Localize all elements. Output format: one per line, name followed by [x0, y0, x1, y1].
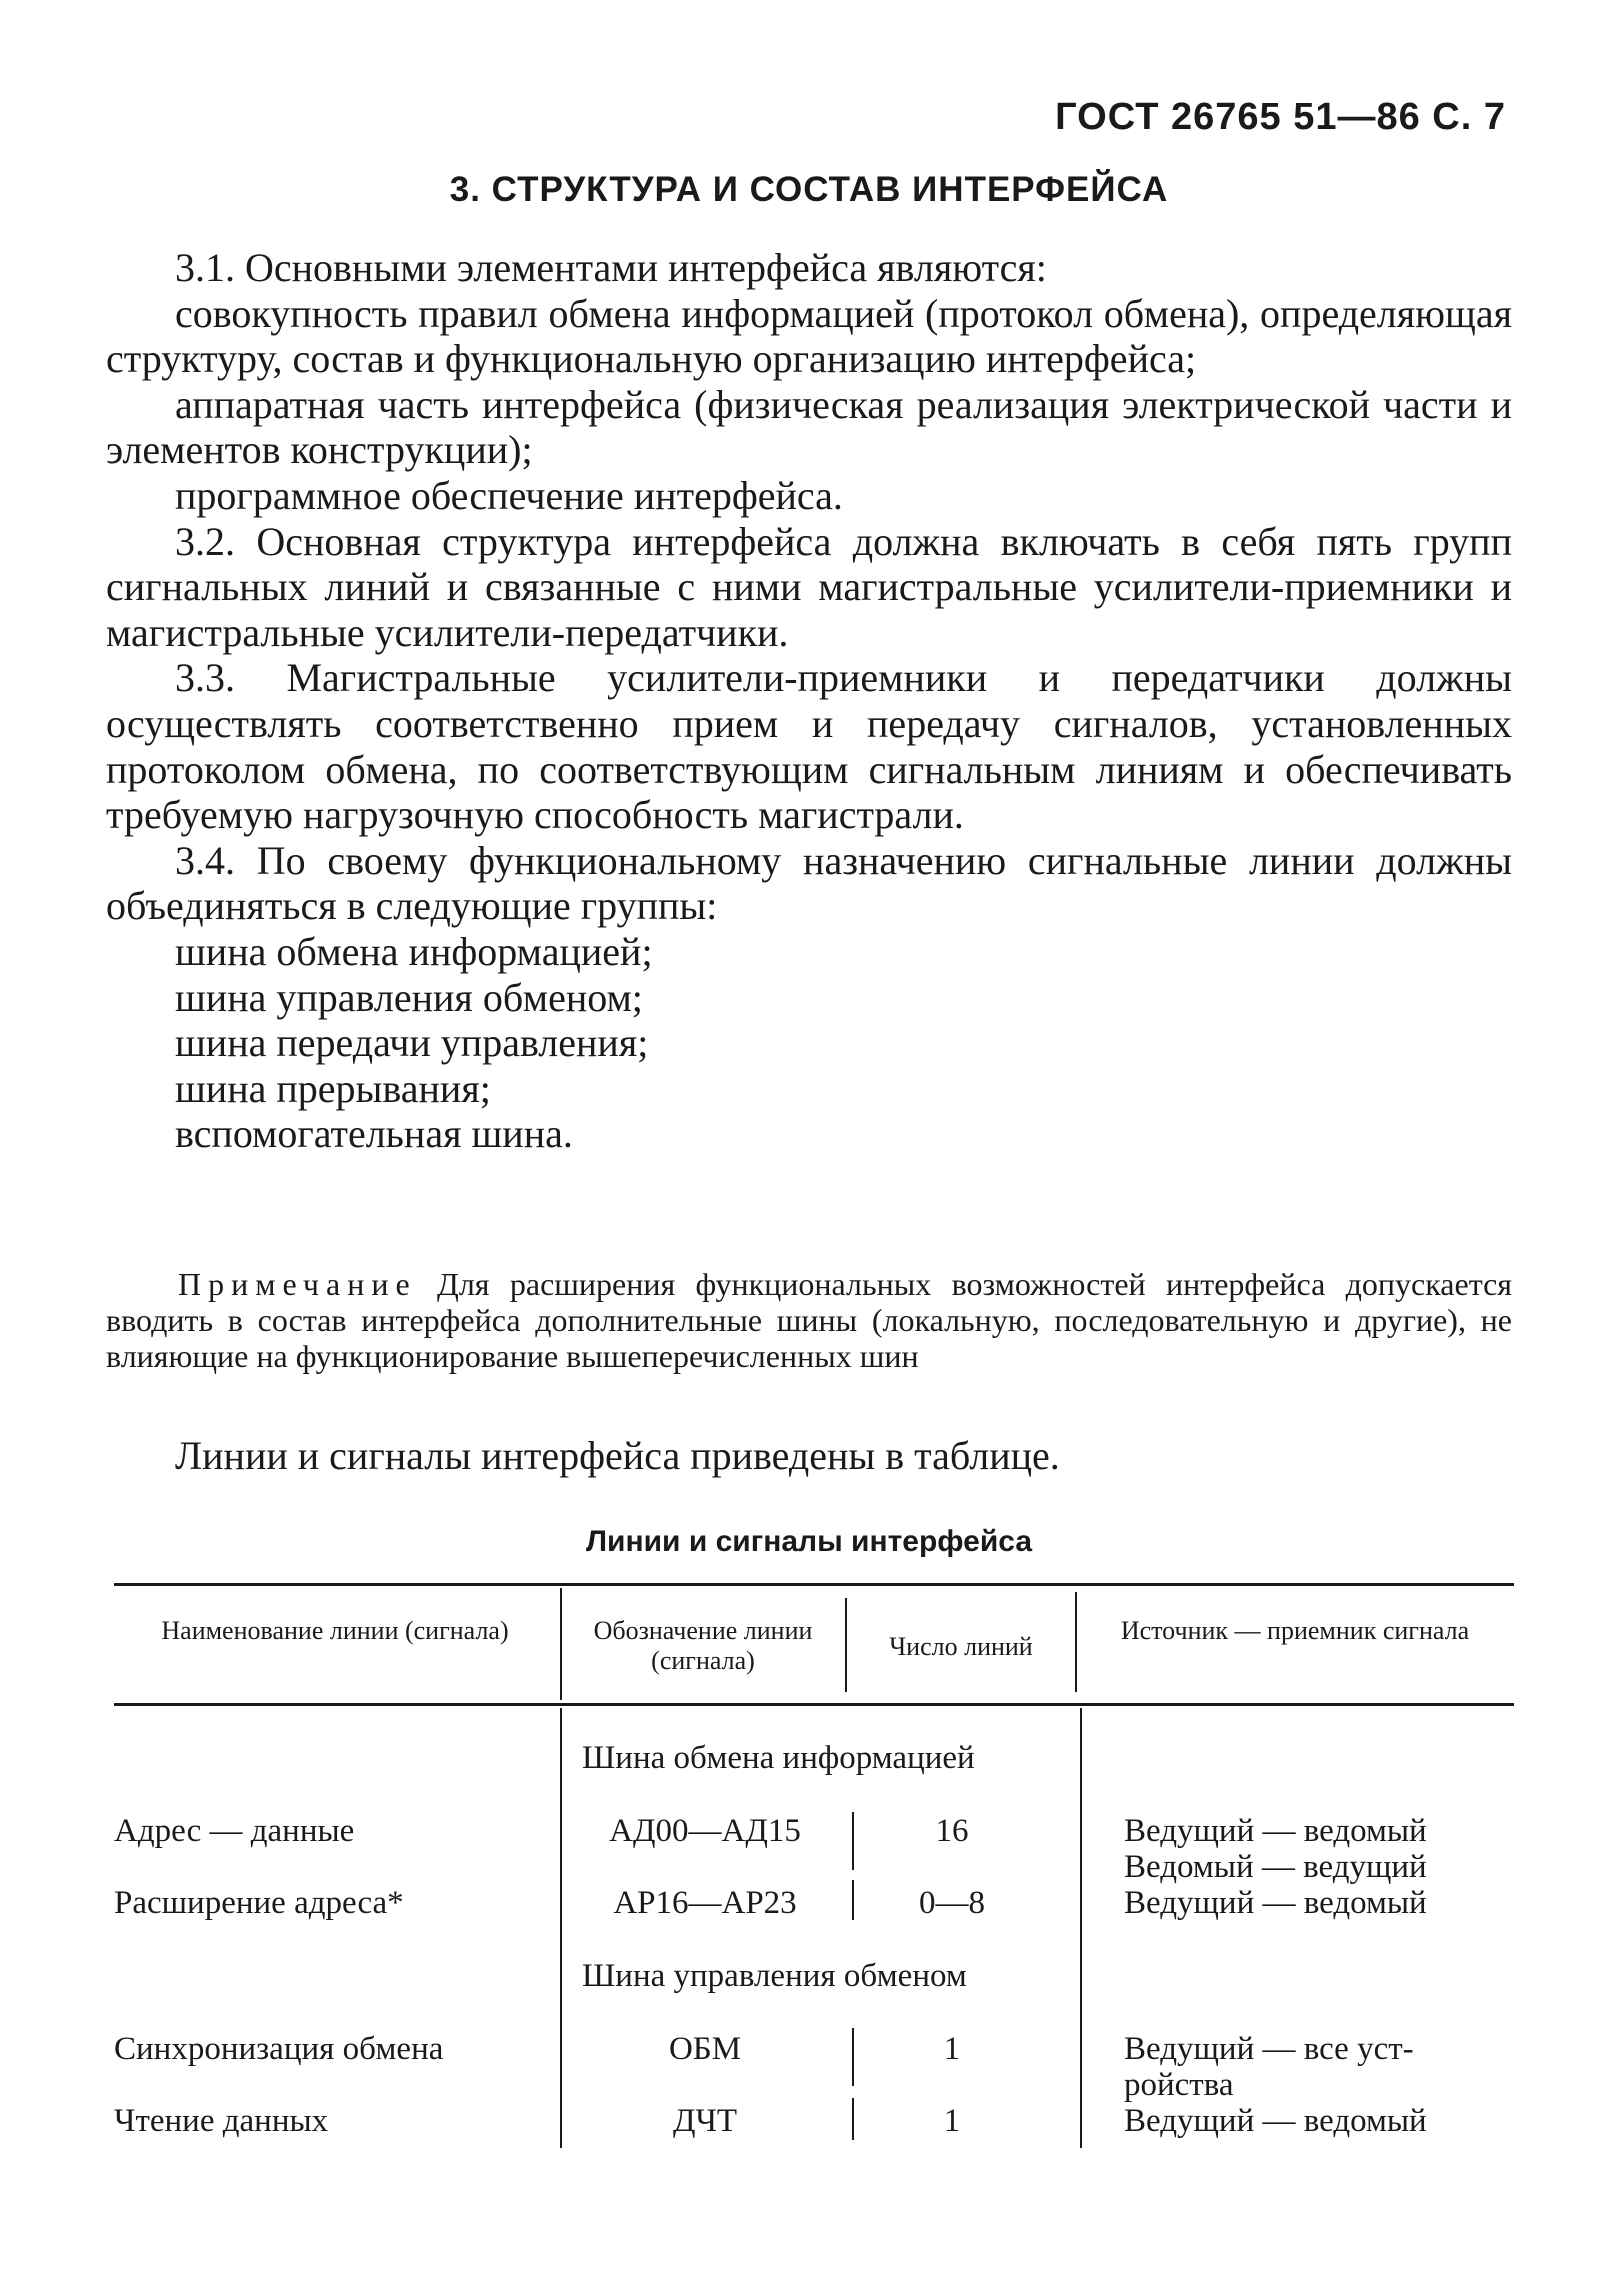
- group-title: Шина управления обменом: [582, 1958, 967, 1994]
- note-text: Для расширения функциональных возможностей интерфейса допускается вводить в состав интерфейса дополнительные шины (локальную, последовательную и другие), не влияющие на функционирование вышеперечисленных шин: [106, 1266, 1513, 1374]
- row-count: 1: [943, 2031, 961, 2067]
- list-item: шина передачи управления;: [175, 1020, 649, 1066]
- row-count: 0—8: [919, 1885, 985, 1921]
- paragraph: 3.4. По своему функциональному назначению сигнальные линии должны объединяться в следующие группы:: [106, 837, 1512, 929]
- table-top-rule: [114, 1583, 1514, 1586]
- row-source: Ведущий — ведомый: [1124, 1885, 1427, 1921]
- paragraph: совокупность правил обмена информацией (протокол обмена), определяющая структуру, состав и функциональную организацию интерфейса;: [106, 290, 1512, 382]
- row-source: Ведущий — все уст-: [1124, 2031, 1414, 2067]
- row-count: 1: [943, 2103, 961, 2139]
- row-designation: ОБМ: [668, 2031, 742, 2067]
- column-divider: [852, 1812, 854, 1870]
- row-source: Ведомый — ведущий: [1124, 1849, 1427, 1885]
- row-name: Расширение адреса*: [114, 1885, 404, 1921]
- row-designation: ДЧТ: [672, 2103, 738, 2139]
- row-name: Адрес — данные: [114, 1813, 355, 1849]
- section-title: 3. СТРУКТУРА И СОСТАВ ИНТЕРФЕЙСА: [449, 170, 1169, 209]
- paragraph: 3.3. Магистральные усилители-приемники и передатчики должны осуществлять соответственно прием и передачу сигналов, установленных протоколом обмена, по соответствующим сигнальным линиям и обеспечивать требуемую нагрузочную способность магистрали.: [106, 655, 1512, 838]
- paragraph: программное обеспечение интерфейса.: [175, 472, 843, 518]
- row-source: Ведущий — ведомый: [1124, 1813, 1427, 1849]
- column-divider: [560, 1708, 562, 2148]
- column-divider: [1080, 1708, 1082, 2148]
- table-title: Линии и сигналы интерфейса: [585, 1525, 1033, 1558]
- row-designation: АД00—АД15: [609, 1813, 801, 1849]
- column-divider: [845, 1598, 847, 1692]
- row-source: Ведущий — ведомый: [1124, 2103, 1427, 2139]
- paragraph: 3.2. Основная структура интерфейса должна включать в себя пять групп сигнальных линий и связанные с ними магистральные усилители-приемники и магистральные усилители-передатчики.: [106, 518, 1512, 655]
- row-count: 16: [935, 1813, 969, 1849]
- header-name: Наименование линии (сигнала): [161, 1616, 509, 1645]
- column-divider: [852, 1880, 854, 1920]
- row-designation: АР16—АР23: [613, 1885, 797, 1921]
- list-item: шина обмена информацией;: [175, 928, 653, 974]
- page-header: ГОСТ 26765 51—86 С. 7: [1055, 96, 1506, 138]
- paragraph: 3.1. Основными элементами интерфейса являются:: [175, 245, 1047, 290]
- row-name: Чтение данных: [114, 2103, 329, 2139]
- note-label: Примечание: [178, 1266, 417, 1302]
- list-item: шина прерывания;: [175, 1065, 491, 1111]
- note: [106, 1266, 1512, 1374]
- paragraph: аппаратная часть интерфейса (физическая реализация электрической части и элементов конструкции);: [106, 381, 1512, 473]
- header-designation: Обозначение линии (сигнала): [593, 1616, 813, 1675]
- row-name: Синхронизация обмена: [114, 2031, 444, 2067]
- row-source: ройства: [1124, 2067, 1234, 2103]
- group-title: Шина обмена информацией: [582, 1740, 975, 1776]
- body-text: [106, 245, 1512, 1157]
- column-divider: [852, 2098, 854, 2140]
- column-divider: [1075, 1592, 1077, 1692]
- table-intro: Линии и сигналы интерфейса приведены в таблице.: [175, 1433, 1060, 1478]
- list-item: вспомогательная шина.: [175, 1111, 573, 1157]
- table-header-rule: [114, 1703, 1514, 1706]
- column-divider: [852, 2028, 854, 2086]
- header-count: Число линий: [889, 1632, 1033, 1661]
- list-item: шина управления обменом;: [175, 974, 643, 1020]
- header-source: Источник — приемник сигнала: [1120, 1616, 1470, 1645]
